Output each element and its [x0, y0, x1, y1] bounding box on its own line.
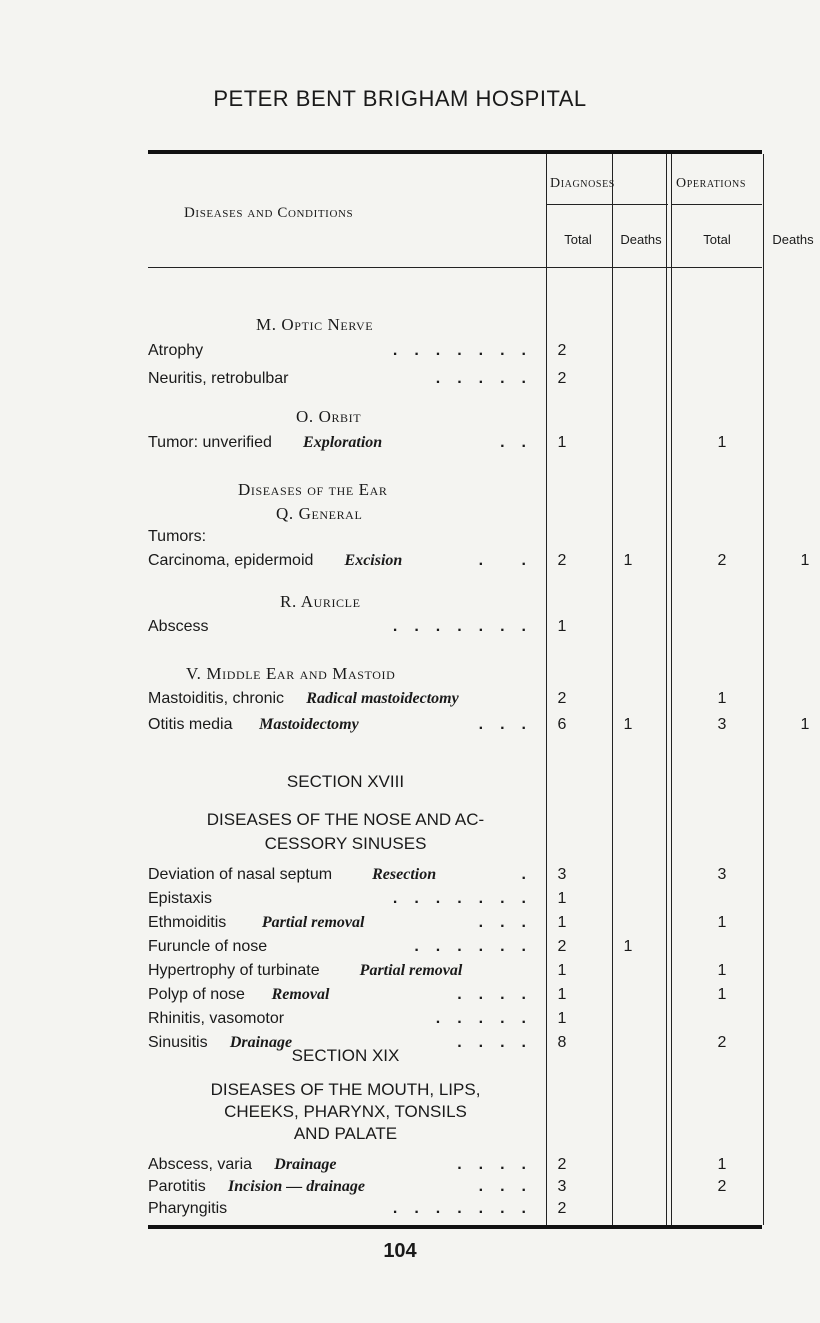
- table-row: Parotitis Incision — drainage ... 3 2: [148, 1178, 762, 1202]
- operations-total: 2: [717, 552, 727, 569]
- operations-total: 1: [717, 690, 727, 707]
- row-label: Furuncle of nose: [148, 938, 268, 955]
- procedure: Radical mastoidectomy: [306, 690, 459, 707]
- diagnoses-total: 2: [557, 370, 567, 387]
- diagnoses-total: 2: [557, 1200, 567, 1217]
- diagnoses-total: 1: [557, 986, 567, 1003]
- table-row: Ethmoiditis Partial removal ... 1 1: [148, 914, 762, 938]
- row-label: Tumors:: [148, 528, 207, 545]
- table-row: Pharyngitis ....... 2: [148, 1200, 762, 1224]
- diagnoses-header: Diagnoses: [550, 176, 615, 191]
- section-number: SECTION XIX: [291, 1046, 400, 1065]
- row-label: Rhinitis, vasomotor: [148, 1010, 285, 1027]
- row-label: Tumor: unverified: [148, 434, 272, 451]
- row-label: Mastoiditis, chronic: [148, 690, 285, 707]
- table-row: [148, 690, 762, 714]
- diagnoses-total: 1: [557, 962, 567, 979]
- table-row: Abscess ....... 1: [148, 618, 762, 642]
- operations-deaths-header: Deaths: [772, 232, 814, 247]
- procedure: Drainage: [274, 1156, 337, 1173]
- table-row: Otitis media Mastoidectomy ... 6 1 3 1: [148, 716, 762, 740]
- operations-total: 1: [717, 962, 727, 979]
- section-number: SECTION XVIII: [286, 772, 405, 791]
- page-number: 104: [383, 1240, 417, 1262]
- row-label: Abscess: [148, 618, 209, 635]
- procedure: Mastoidectomy: [259, 716, 359, 733]
- operations-subrule: [672, 204, 762, 205]
- operations-total: 3: [717, 866, 727, 883]
- row-label: Sinusitis: [148, 1034, 208, 1051]
- diagnoses-total: 1: [557, 618, 567, 635]
- table-row: Atrophy ....... 2: [148, 342, 762, 366]
- diagnoses-total: 2: [557, 552, 567, 569]
- procedure: Removal: [271, 986, 330, 1003]
- table-row: Epistaxis ....... 1: [148, 890, 762, 914]
- diagnoses-total: 1: [557, 890, 567, 907]
- diagnoses-total: 8: [557, 1034, 567, 1051]
- column-divider: [763, 154, 764, 1225]
- diagnoses-subrule: [546, 204, 668, 205]
- section-title-line: CESSORY SINUSES: [264, 834, 427, 853]
- diagnoses-deaths: 1: [623, 938, 633, 955]
- section-heading: O. Orbit: [296, 407, 362, 426]
- table-bottom-rule: [148, 1225, 762, 1229]
- section-heading: V. Middle Ear and Mastoid: [186, 664, 396, 683]
- diagnoses-total: 2: [557, 690, 567, 707]
- operations-total: 3: [717, 716, 727, 733]
- diagnoses-total: 1: [557, 914, 567, 931]
- row-label: Abscess, varia: [148, 1156, 253, 1173]
- section-heading: R. Auricle: [280, 592, 361, 611]
- running-head: PETER BENT BRIGHAM HOSPITAL: [213, 86, 587, 111]
- operations-total: 2: [717, 1034, 727, 1051]
- section-heading: Diseases of the Ear: [238, 480, 388, 499]
- section-heading: Q. General: [276, 504, 363, 523]
- table-row: Rhinitis, vasomotor ..... 1: [148, 1010, 762, 1034]
- diagnoses-deaths: 1: [623, 552, 633, 569]
- procedure: Partial removal: [261, 914, 365, 931]
- operations-total-header: Total: [703, 232, 731, 247]
- operations-total: 1: [717, 914, 727, 931]
- row-label: Neuritis, retrobulbar: [148, 370, 289, 387]
- diagnoses-total: 1: [557, 434, 567, 451]
- row-label: Parotitis: [148, 1178, 206, 1195]
- diagnoses-total: 6: [557, 716, 567, 733]
- procedure: Resection: [372, 866, 437, 883]
- row-label: Ethmoiditis: [148, 914, 227, 931]
- diagnoses-total: 2: [557, 342, 567, 359]
- table-row: Polyp of nose Removal .... 1 1: [148, 986, 762, 1010]
- table-row: Deviation of nasal septum Resection . 3 3: [148, 866, 762, 890]
- operations-deaths: 1: [800, 716, 810, 733]
- row-label: Deviation of nasal septum: [148, 866, 333, 883]
- diagnoses-total: 3: [557, 1178, 567, 1195]
- diseases-column-header: Diseases and Conditions: [184, 205, 354, 221]
- table-row: Furuncle of nose ...... 2 1: [148, 938, 762, 962]
- procedure: Partial removal: [359, 962, 463, 979]
- row-label: Otitis media: [148, 716, 233, 733]
- diagnoses-total: 1: [557, 1010, 567, 1027]
- operations-deaths: 1: [800, 552, 810, 569]
- operations-header: Operations: [676, 176, 747, 191]
- operations-total: 2: [717, 1178, 727, 1195]
- row-label: Hypertrophy of turbinate: [148, 962, 320, 979]
- table-row: Neuritis, retrobulbar ..... 2: [148, 370, 762, 394]
- procedure: Excision: [344, 552, 403, 569]
- table-row: [148, 528, 762, 552]
- table-row: [148, 962, 762, 986]
- section-title-line: AND PALATE: [293, 1124, 398, 1143]
- statistics-table: [148, 150, 814, 1228]
- row-label: Atrophy: [148, 342, 204, 359]
- diagnoses-deaths-header: Deaths: [620, 232, 662, 247]
- row-label: Polyp of nose: [148, 986, 245, 1003]
- table-row: Carcinoma, epidermoid Excision . . 2 1 2 1: [148, 552, 762, 576]
- section-heading: M. Optic Nerve: [256, 315, 374, 334]
- procedure: Incision — drainage: [228, 1178, 365, 1195]
- operations-total: 1: [717, 1156, 727, 1173]
- table-row: Sinusitis Drainage .... 8 2: [148, 1034, 762, 1058]
- table-row: Tumor: unverified Exploration .. 1 1: [148, 434, 762, 458]
- row-label: Epistaxis: [148, 890, 213, 907]
- procedure: Drainage: [229, 1034, 293, 1051]
- diagnoses-total-header: Total: [564, 232, 592, 247]
- diagnoses-total: 3: [557, 866, 567, 883]
- operations-total: 1: [717, 434, 727, 451]
- section-title-line: DISEASES OF THE MOUTH, LIPS,: [210, 1080, 481, 1099]
- procedure: Exploration: [303, 434, 383, 451]
- diagnoses-total: 2: [557, 938, 567, 955]
- section-title-line: CHEEKS, PHARYNX, TONSILS: [224, 1102, 467, 1121]
- section-title-line: DISEASES OF THE NOSE AND AC-: [206, 810, 485, 829]
- diagnoses-deaths: 1: [623, 716, 633, 733]
- operations-total: 1: [717, 986, 727, 1003]
- row-label: Carcinoma, epidermoid: [148, 552, 314, 569]
- table-row: Abscess, varia Drainage .... 2 1: [148, 1156, 762, 1180]
- row-label: Pharyngitis: [148, 1200, 228, 1217]
- diagnoses-total: 2: [557, 1156, 567, 1173]
